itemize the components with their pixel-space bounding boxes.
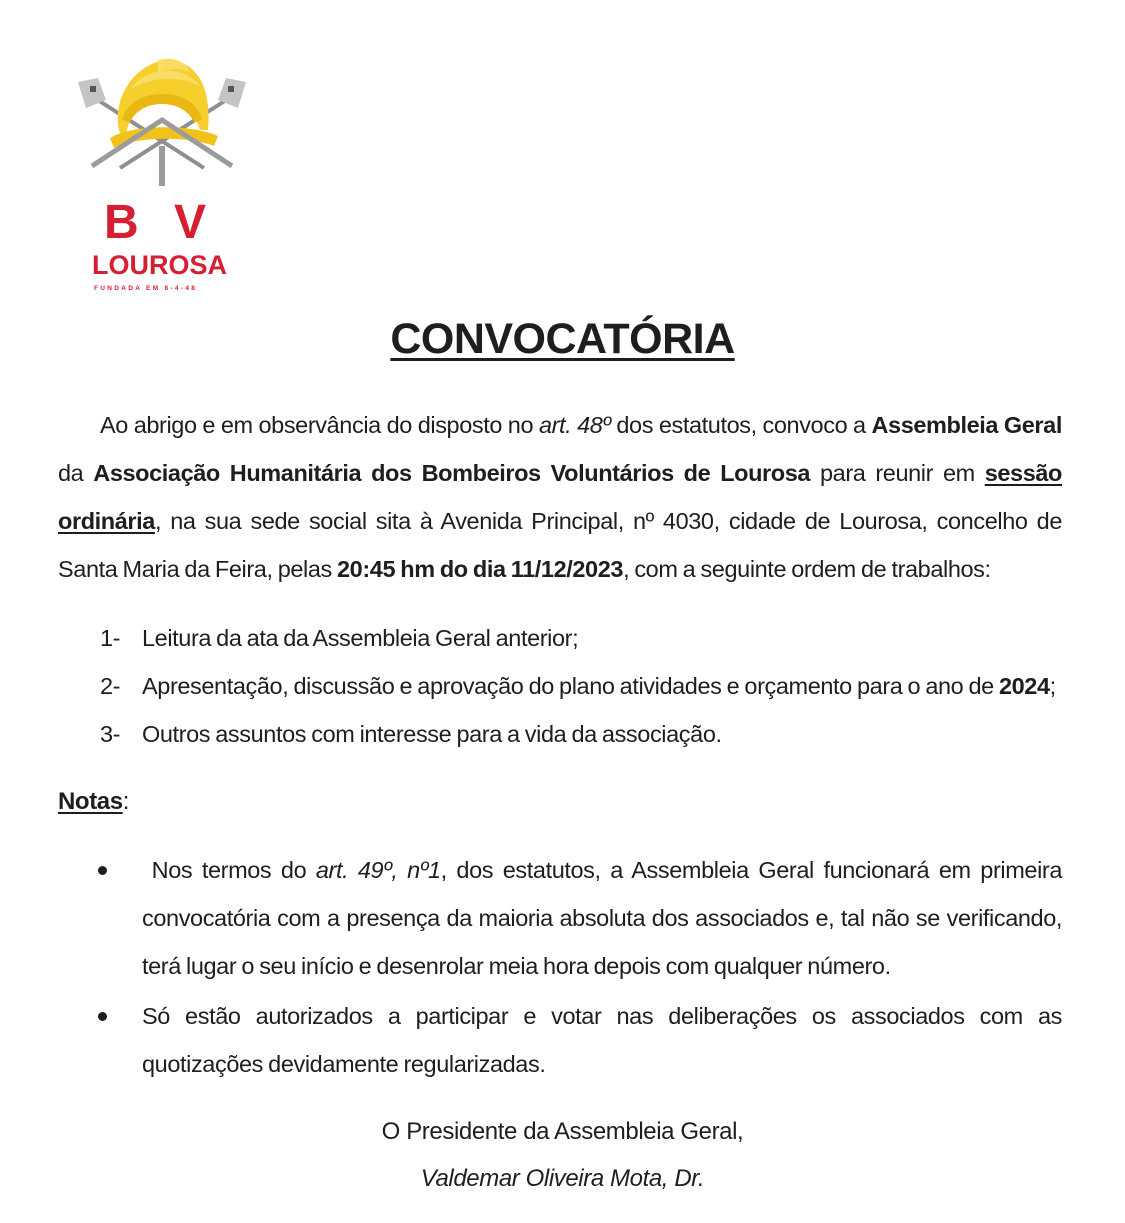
agenda-number: 2-	[100, 673, 121, 699]
logo-initials	[104, 196, 214, 250]
intro-paragraph: Ao abrigo e em observância do disposto no art. 48º dos estatutos, convoco a Assembleia Geral da Associação Humanitária dos Bombeiros Voluntários de Lourosa para reunir em sessão ordinária, na sua sede social sita à Avenida Principal, nº 4030, cidade de Lourosa, concelho de Santa Maria da Feira, pelas 20:45 hm do dia 11/12/2023, com a seguinte ordem de trabalhos:	[58, 412, 1063, 582]
agenda-text: Leitura da ata da Assembleia Geral anterior;	[142, 625, 579, 651]
notes-heading: Notas:	[58, 788, 129, 815]
agenda-item	[58, 710, 1062, 758]
bullet-icon	[98, 1012, 107, 1021]
agenda-item	[58, 662, 1062, 710]
signature-name: Valdemar Oliveira Mota, Dr.	[420, 1165, 705, 1192]
agenda-text: Apresentação, discussão e aprovação do plano atividades e orçamento para o ano de 2024;	[142, 673, 1056, 699]
notes-list	[58, 846, 1062, 1088]
budget-year: 2024	[998, 673, 1050, 699]
note-item: Nos termos do art. 49º, nº1, dos estatutos, a Assembleia Geral funcionará em primeira convocatória com a presença da maioria absoluta dos associados e, tal não se verificando, terá lugar o seu início e desenrolar meia hora depois com qualquer número.	[58, 846, 1062, 990]
document-title: CONVOCATÓRIA	[390, 315, 735, 363]
note-item: Só estão autorizados a participar e votar nas deliberações os associados com as quotizações devidamente regularizadas.	[58, 992, 1062, 1088]
logo-initial-b: B	[104, 196, 140, 249]
article-reference: art. 49º, nº1	[315, 857, 441, 883]
helmet-shape	[110, 59, 218, 148]
agenda-text: Outros assuntos com interesse para a vida da associação.	[142, 721, 722, 747]
divider-bar	[159, 146, 165, 186]
association-name: Associação Humanitária dos Bombeiros Voluntários de Lourosa	[93, 460, 811, 486]
bv-lourosa-logo	[62, 50, 262, 292]
session-type: sessão ordinária	[58, 460, 1063, 534]
meeting-datetime: 20:45 hm do dia 11/12/2023	[337, 556, 624, 582]
agenda-number: 3-	[100, 721, 121, 747]
agenda-item	[58, 614, 1062, 662]
assembly-name: Assembleia Geral	[871, 412, 1062, 438]
agenda-list	[58, 614, 1062, 758]
article-reference: art. 48º	[538, 412, 611, 438]
firefighter-helmet-icon	[62, 50, 262, 210]
bullet-icon	[98, 866, 107, 875]
logo-name: LOUROSA	[92, 250, 227, 280]
signature-role: O Presidente da Assembleia Geral,	[381, 1118, 744, 1145]
logo-founded: FUNDADA EM 8-4-48	[94, 285, 198, 292]
logo-initial-v: V	[174, 196, 208, 249]
agenda-number: 1-	[100, 625, 121, 651]
